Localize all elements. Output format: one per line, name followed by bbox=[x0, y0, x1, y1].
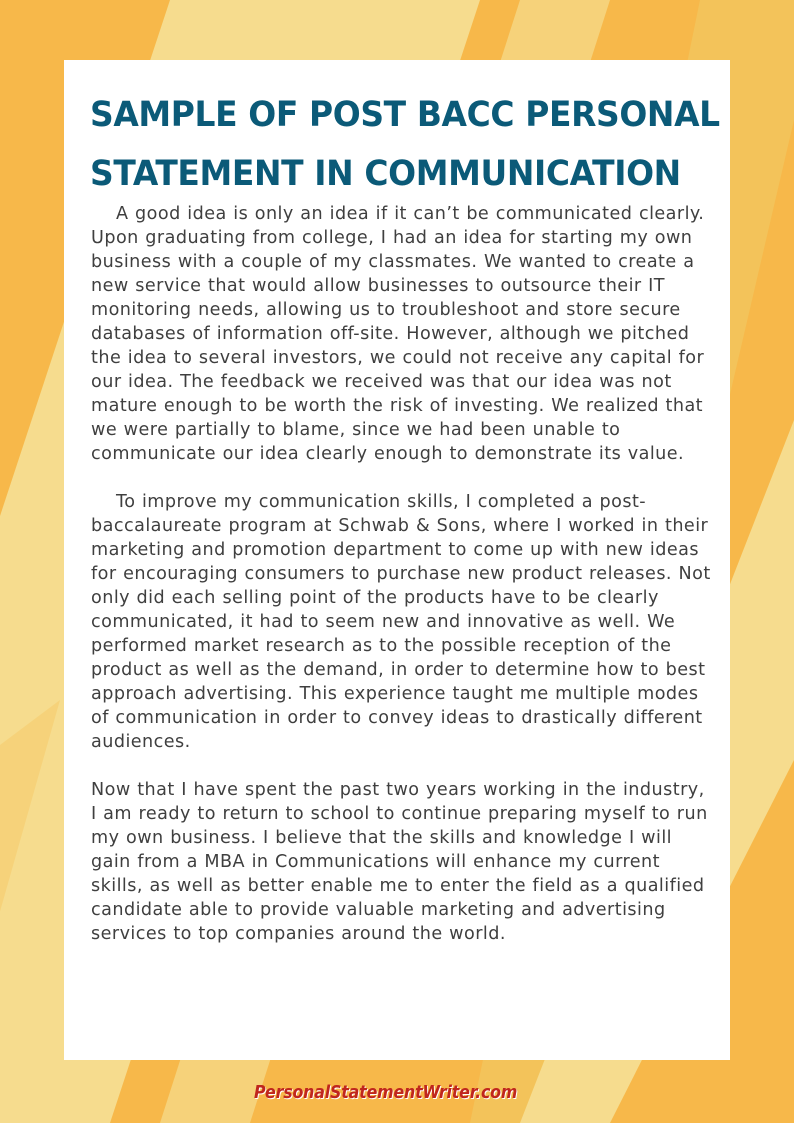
statement-card bbox=[64, 60, 730, 1060]
statement-body bbox=[91, 202, 711, 970]
paragraph-3: Now that I have spent the past two years working in the industry, I am ready to return to school to continue preparing myself to run my own business. I believe that the skills and knowledge I will gain from a MBA in Communications will enhance my current skills, as well as better enable me to enter the field as a qualified candidate able to provide valuable marketing and advertising services to top companies around the world. bbox=[91, 780, 708, 944]
title-line-2: STATEMENT IN COMMUNICATION bbox=[90, 154, 681, 194]
paragraph-1: A good idea is only an idea if it can’t be communicated clearly. Upon graduating from college, I had an idea for starting my own business with a couple of my classmates. We wanted to create a new service that would allow businesses to outsource their IT monitoring needs, allowing us to troubleshoot and store secure databases of information off-site. However, although we pitched the idea to several investors, we could not receive any capital for our idea. The feedback we received was that our idea was not mature enough to be worth the risk of investing. We realized that we were partially to blame, since we had been unable to communicate our idea clearly enough to demonstrate its value. bbox=[91, 204, 705, 464]
paragraph-2: To improve my communication skills, I completed a post-baccalaureate program at Schwab & Sons, where I worked in their marketing and promotion department to come up with new ideas for encouraging consumers to purchase new product releases. Not only did each selling point of the products have to be clearly communicated, it had to seem new and innovative as well. We performed market research as to the possible reception of the product as well as the demand, in order to determine how to best approach advertising. This experience taught me multiple modes of communication in order to convey ideas to drastically different audiences. bbox=[91, 492, 711, 752]
title-line-1: SAMPLE OF POST BACC PERSONAL bbox=[90, 95, 720, 135]
logo-text: PersonalStatementWriter.com bbox=[254, 1081, 518, 1103]
site-logo[interactable] bbox=[252, 1070, 552, 1114]
page-title bbox=[90, 86, 720, 204]
